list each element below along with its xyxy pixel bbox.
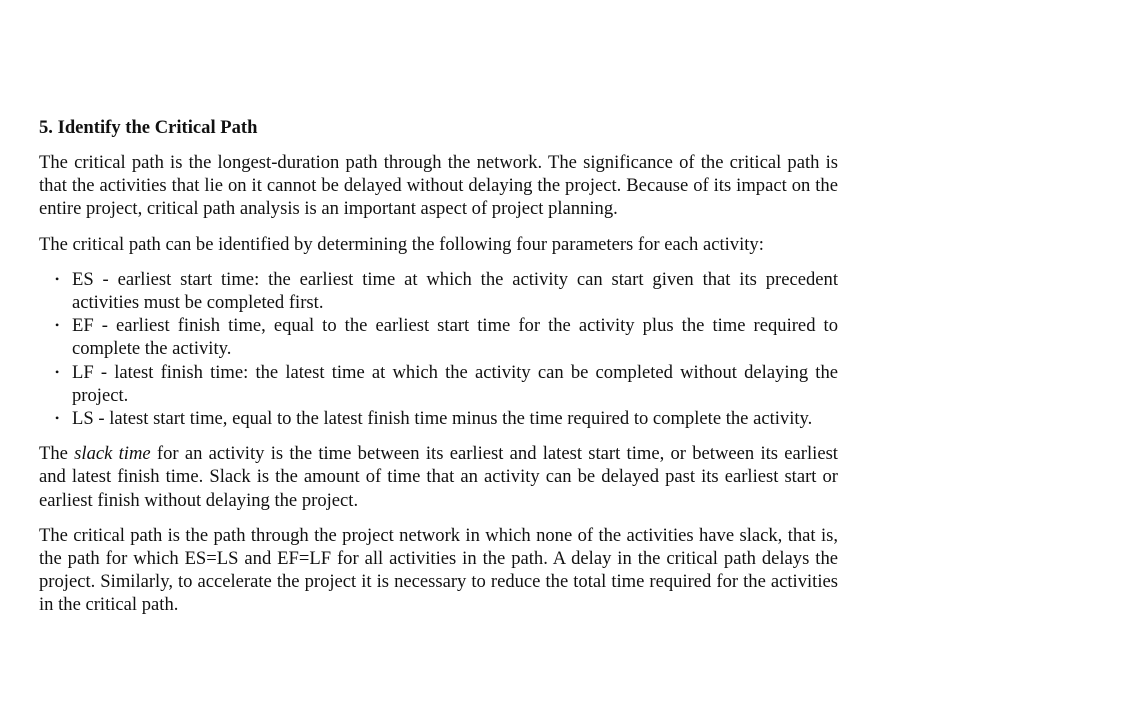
list-item-text: ES - earliest start time: the earliest time at which the activity can start given that its precedent activities must be completed first.: [72, 268, 838, 314]
bullet-icon: •: [55, 411, 60, 426]
slack-text-before: The: [39, 443, 75, 465]
bullet-icon: •: [55, 318, 60, 333]
paragraph-critical-path-summary: The critical path is the path through the project network in which none of the activities have slack, that is, the path for which ES=LS and EF=LF for all activities in the path. A delay in the critical path delays the project. Similarly, to accelerate the project it is necessary to reduce the total time required for the activities in the critical path.: [39, 524, 838, 616]
document-body: [39, 116, 838, 629]
list-item: [55, 268, 838, 314]
paragraph-parameters-intro: The critical path can be identified by determining the following four parameters for each activity:: [39, 233, 764, 255]
section-heading: 5. Identify the Critical Path: [39, 117, 258, 138]
paragraph-slack-time: [39, 442, 838, 512]
list-item: [55, 361, 838, 407]
list-item: [55, 314, 838, 360]
slack-time-term: slack time: [74, 443, 151, 465]
parameter-list: [39, 268, 838, 430]
list-item: [55, 407, 838, 430]
list-item-text: LS - latest start time, equal to the latest finish time minus the time required to complete the activity.: [72, 408, 813, 430]
slack-text-after: for an activity is the time between its earliest and latest start time, or between its earliest and latest finish time. Slack is the amount of time that an activity can be delayed past its earliest start or earliest finish without delaying the project.: [39, 443, 838, 511]
list-item-text: LF - latest finish time: the latest time at which the activity can be completed without delaying the project.: [72, 361, 838, 406]
bullet-icon: •: [55, 364, 60, 379]
list-item-text: EF - earliest finish time, equal to the earliest start time for the activity plus the time required to complete the activity.: [72, 315, 838, 360]
bullet-icon: •: [55, 271, 60, 286]
paragraph-critical-path-definition: The critical path is the longest-duration path through the network. The significance of the critical path is that the activities that lie on it cannot be delayed without delaying the project. Because of its impact on the entire project, critical path analysis is an important aspect of project planning.: [39, 152, 838, 220]
